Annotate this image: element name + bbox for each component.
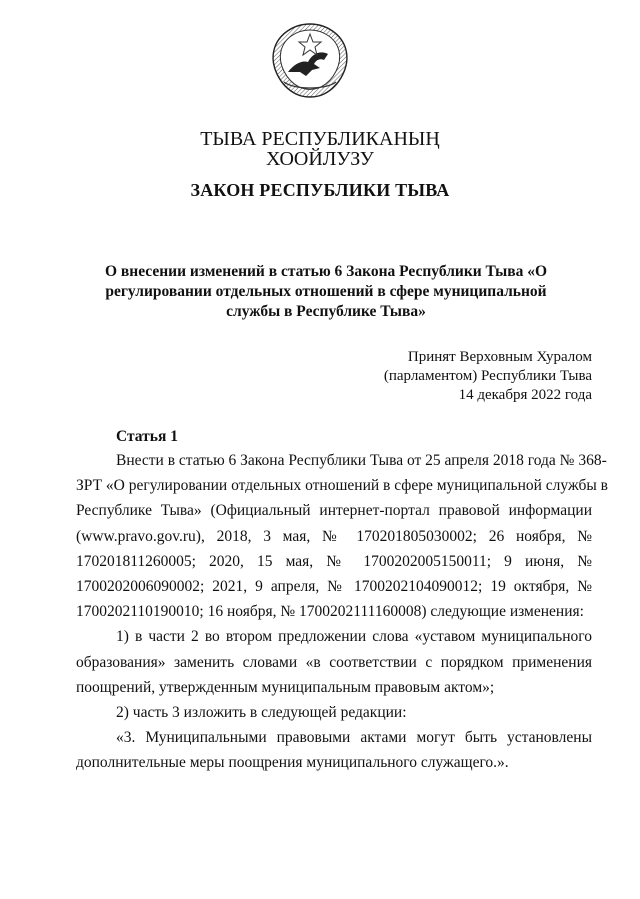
republic-name-line2: ХООЙЛУЗУ: [266, 148, 374, 170]
text-line: дополнительные меры поощрения муниципального служащего.».: [76, 754, 509, 772]
text-line: 1700202110190010; 16 ноября, № 1700202111160008) следующие изменения:: [76, 603, 584, 621]
text-line: 170201811260005; 2020, 15 мая, № 1700202005150011; 9 июня, №: [76, 552, 592, 570]
article-body: [76, 448, 608, 776]
article-item-2: [76, 700, 592, 725]
text-line: 1700202006090002; 2021, 9 апреля, № 1700202104090012; 19 октября, №: [76, 578, 592, 596]
article-quote: [76, 725, 592, 775]
text-line: 1) в части 2 во втором предложении слова «уставом муниципального: [116, 628, 592, 646]
article-item-1: [76, 624, 592, 700]
text-line: 2) часть 3 изложить в следующей редакции:: [116, 704, 407, 722]
article-heading: Статья 1: [116, 428, 178, 445]
text-line: образования» заменить словами «в соответствии с порядком применения: [76, 653, 592, 671]
text-line: Республике Тыва» (Официальный интернет-портал правовой информации: [76, 502, 592, 520]
text-line: «3. Муниципальными правовыми актами могут быть установлены: [116, 729, 592, 747]
text-line: ЗРТ «О регулировании отдельных отношений в сфере муниципальной службы в: [76, 477, 608, 495]
law-subject-line: О внесении изменений в статью 6 Закона Республики Тыва «О: [104, 263, 548, 280]
law-subject: [100, 262, 552, 322]
article-intro-paragraph: [76, 448, 608, 624]
coat-of-arms-emblem: [268, 20, 352, 100]
text-line: Внести в статью 6 Закона Республики Тыва от 25 апреля 2018 года № 368-: [116, 452, 607, 469]
text-line: поощрений, утвержденным муниципальным правовым актом»;: [76, 678, 495, 696]
law-title: ЗАКОН РЕСПУБЛИКИ ТЫВА: [190, 180, 450, 200]
law-subject-line: регулировании отдельных отношений в сфере муниципальной: [105, 283, 547, 300]
adoption-line: Принят Верховным Хуралом: [407, 349, 592, 365]
adoption-date: 14 декабря 2022 года: [458, 387, 592, 403]
republic-name-line1: ТЫВА РЕСПУБЛИКАНЫҢ: [200, 128, 440, 150]
adoption-line: (парламентом) Республики Тыва: [383, 368, 592, 384]
adoption-note: [384, 348, 592, 405]
law-subject-line: службы в Республике Тыва»: [226, 303, 426, 320]
text-line: (www.pravo.gov.ru), 2018, 3 мая, № 170201805030002; 26 ноября, №: [76, 527, 592, 545]
